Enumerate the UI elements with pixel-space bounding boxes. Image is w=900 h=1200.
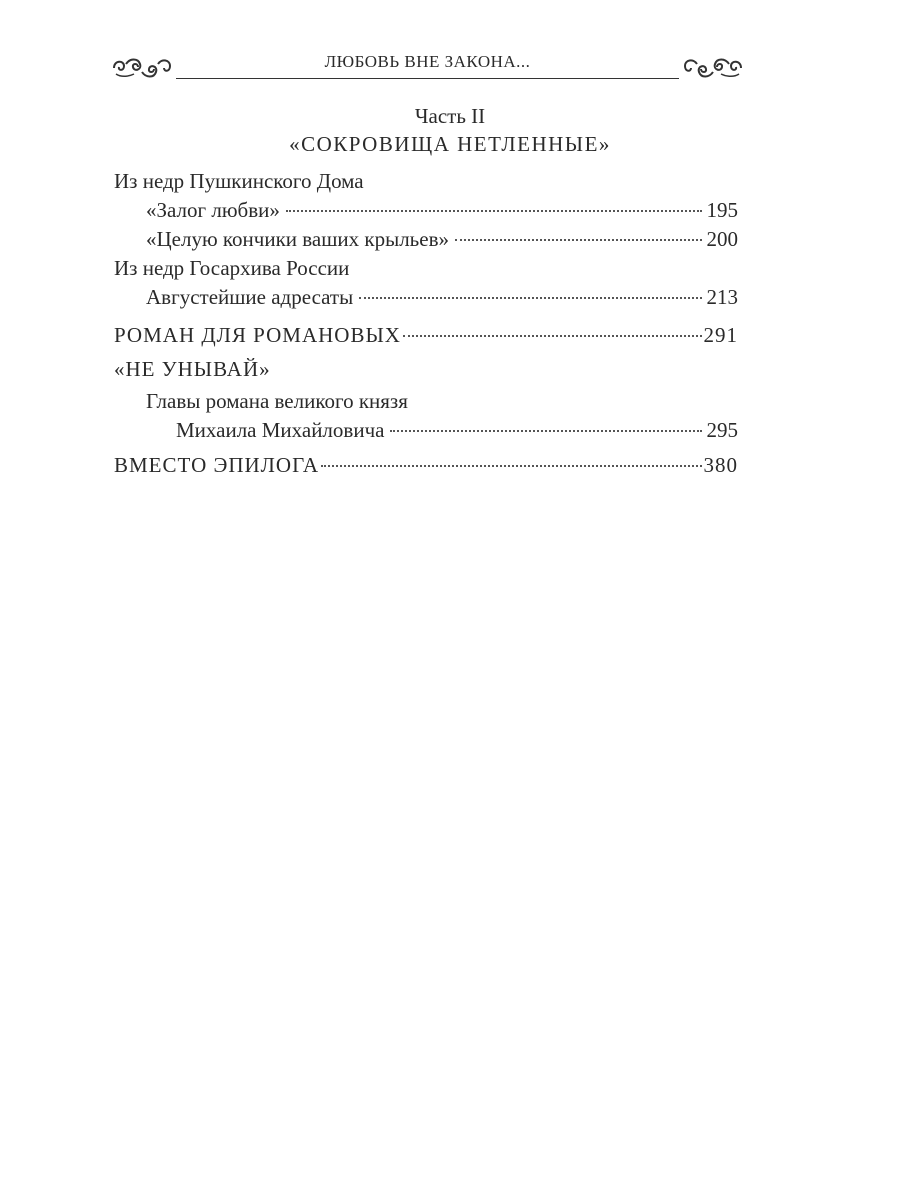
part-title: «СОКРОВИЩА НЕТЛЕННЫЕ» bbox=[289, 132, 611, 156]
running-head bbox=[110, 50, 745, 90]
toc-page-number: 380 bbox=[703, 453, 738, 477]
part-label: Часть II bbox=[414, 104, 486, 128]
toc-entry-title: «Залог любви» bbox=[146, 198, 280, 222]
toc-heading-text: «НЕ УНЫВАЙ» bbox=[114, 357, 271, 381]
toc-entry-title: Михаила Михайловича bbox=[176, 418, 385, 442]
leader-dots bbox=[390, 430, 701, 432]
toc-entry[interactable] bbox=[114, 323, 738, 351]
toc-section-heading bbox=[114, 169, 738, 197]
toc-page-number: 295 bbox=[706, 418, 738, 442]
toc-heading-text: Из недр Пушкинского Дома bbox=[114, 169, 364, 193]
toc-entry[interactable] bbox=[176, 418, 738, 446]
toc-page-number: 291 bbox=[703, 323, 738, 347]
toc-entry-title: «Целую кончики ваших крыльев» bbox=[146, 227, 449, 251]
toc-entry[interactable] bbox=[146, 227, 738, 255]
leader-dots bbox=[321, 465, 701, 467]
toc-subheading bbox=[146, 389, 738, 417]
leader-dots bbox=[286, 210, 702, 212]
toc-page-number: 213 bbox=[706, 285, 738, 309]
toc-section-heading bbox=[114, 256, 738, 284]
toc-entry[interactable] bbox=[146, 198, 738, 226]
leader-dots bbox=[455, 239, 702, 241]
leader-dots bbox=[403, 335, 702, 337]
running-head-title: ЛЮБОВЬ ВНЕ ЗАКОНА... bbox=[324, 52, 531, 71]
toc-heading-text: Из недр Госархива России bbox=[114, 256, 350, 280]
flourish-ornament-icon bbox=[681, 54, 745, 82]
toc-entry[interactable] bbox=[146, 285, 738, 313]
toc-entry-title: Августейшие адресаты bbox=[146, 285, 354, 309]
toc-subheading-text: Главы романа великого князя bbox=[146, 389, 408, 413]
toc-entry-title: РОМАН ДЛЯ РОМАНОВЫХ bbox=[114, 323, 401, 347]
toc-section-heading bbox=[114, 357, 738, 385]
toc-page-number: 200 bbox=[706, 227, 738, 251]
leader-dots bbox=[359, 297, 701, 299]
header-rule bbox=[176, 78, 679, 79]
toc-page-number: 195 bbox=[706, 198, 738, 222]
toc-entry-title: ВМЕСТО ЭПИЛОГА bbox=[114, 453, 320, 477]
toc-entry[interactable] bbox=[114, 453, 738, 481]
